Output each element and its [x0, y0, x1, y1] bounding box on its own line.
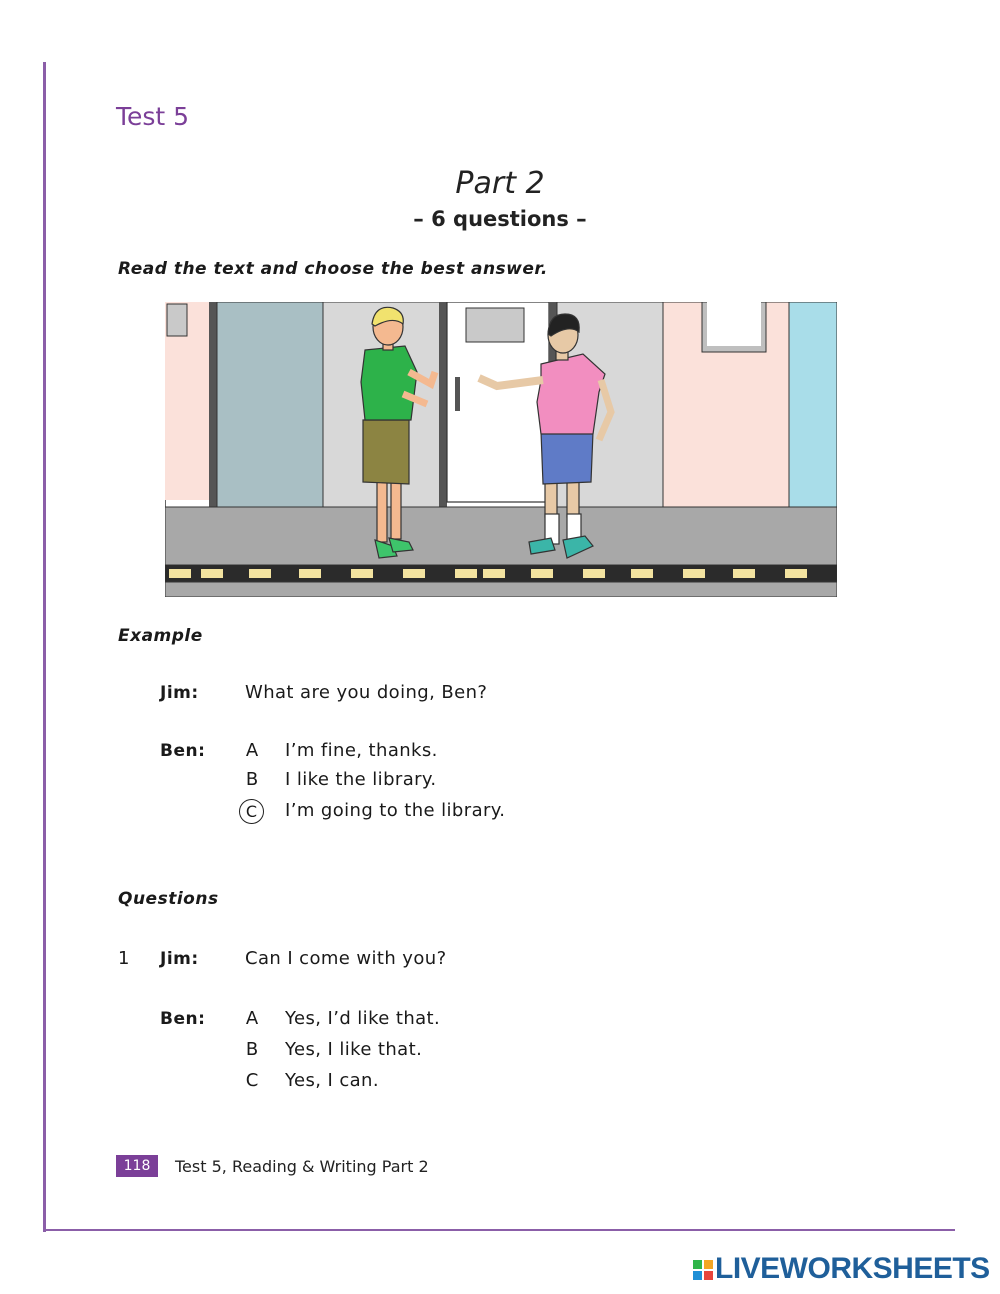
example-speaker-ben: Ben: — [160, 741, 206, 761]
page-number: 118 — [116, 1155, 158, 1177]
question-1-prompt: Can I come with you? — [245, 948, 447, 969]
example-heading: Example — [118, 626, 203, 646]
question-1-option-a-text[interactable]: Yes, I’d like that. — [285, 1008, 441, 1029]
question-1-option-c-text[interactable]: Yes, I can. — [285, 1070, 379, 1091]
part-title: Part 2 — [455, 166, 545, 201]
example-speaker-jim: Jim: — [160, 683, 199, 703]
question-1-option-b-text[interactable]: Yes, I like that. — [285, 1039, 423, 1060]
question-1-option-c-letter[interactable]: C — [245, 1070, 259, 1091]
question-1-number: 1 — [118, 948, 130, 969]
question-1-option-b-letter[interactable]: B — [245, 1039, 259, 1060]
example-prompt: What are you doing, Ben? — [245, 682, 488, 703]
page-border-left — [43, 62, 46, 1232]
footer-caption: Test 5, Reading & Writing Part 2 — [175, 1157, 429, 1176]
instruction-text: Read the text and choose the best answer. — [118, 259, 548, 279]
two-boys-in-corridor-illustration — [165, 302, 837, 597]
liveworksheets-wordmark: LIVEWORKSHEETS — [715, 1252, 990, 1285]
test-title: Test 5 — [116, 102, 190, 131]
question-1-speaker-ben: Ben: — [160, 1009, 206, 1029]
liveworksheets-logo-icon — [693, 1260, 713, 1280]
example-option-c-letter-circled: C — [239, 799, 264, 824]
example-option-b-text: I like the library. — [285, 769, 437, 790]
example-option-c-text: I’m going to the library. — [285, 800, 506, 821]
questions-heading: Questions — [118, 889, 219, 909]
question-1-speaker-jim: Jim: — [160, 949, 199, 969]
example-option-b-letter: B — [245, 769, 259, 790]
page-border-bottom — [43, 1229, 955, 1231]
example-option-a-text: I’m fine, thanks. — [285, 740, 438, 761]
question-1-option-a-letter[interactable]: A — [245, 1008, 259, 1029]
part-subtitle: – 6 questions – — [413, 207, 587, 231]
example-option-a-letter: A — [245, 740, 259, 761]
